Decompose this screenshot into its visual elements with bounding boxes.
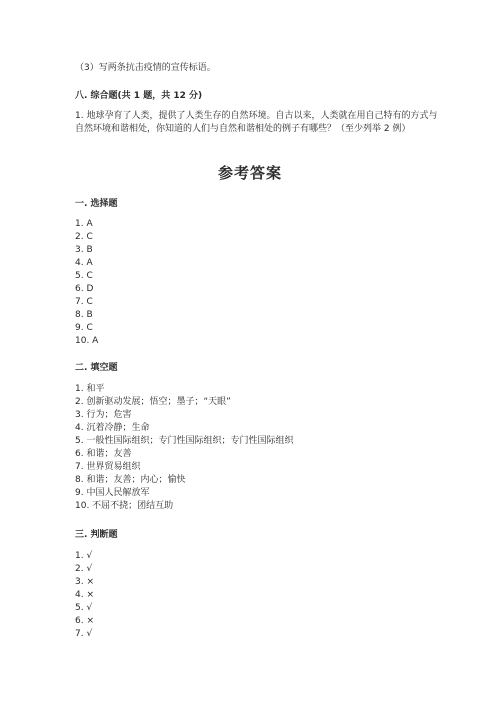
answer-item: 4. A xyxy=(75,258,93,268)
answer-item: 8. 和谐；友善；内心；愉快 xyxy=(75,475,186,485)
answer-item: 6. D xyxy=(75,284,94,294)
answer-item: 10. 不屈不挠；团结互助 xyxy=(75,501,174,511)
answer-item: 6. 和谐；友善 xyxy=(75,449,132,459)
answer-item: 10. A xyxy=(75,336,99,346)
answer-item: 7. 世界贸易组织 xyxy=(75,462,141,472)
answer-item: 1. 和平 xyxy=(75,384,105,394)
answer-item: 2. √ xyxy=(75,564,93,574)
choice-heading: 一. 选择题 xyxy=(75,199,118,209)
answer-item: 5. 一般性国际组织；专门性国际组织；专门性国际组织 xyxy=(75,436,294,446)
answer-item: 1. A xyxy=(75,219,93,229)
answer-item: 4. 沉着冷静；生命 xyxy=(75,423,150,433)
answer-item: 3. 行为；危害 xyxy=(75,410,132,420)
answer-item: 2. 创新驱动发展；悟空；墨子；“天眼” xyxy=(75,397,231,407)
choice-answer-list xyxy=(75,218,98,348)
fill-answer-list xyxy=(75,383,293,513)
answer-item: 7. √ xyxy=(75,629,93,639)
answer-item: 9. C xyxy=(75,323,93,333)
answer-item: 6. × xyxy=(75,616,94,626)
section-8-question: 1. 地球孕育了人类，提供了人类生存的自然环境。自古以来，人类就在用自己特有的方式与自然环境和谐相处，你知道的人们与自然和谐相处的例子有哪些？（至少列举 2 例） xyxy=(75,111,438,134)
answer-item: 3. B xyxy=(75,245,93,255)
fill-heading: 二. 填空题 xyxy=(75,363,118,373)
answer-item: 2. C xyxy=(75,232,93,242)
judge-heading: 三. 判断题 xyxy=(75,530,118,540)
answer-title: 参考答案 xyxy=(217,164,282,182)
judge-answer-list xyxy=(75,550,94,641)
answer-item: 3. × xyxy=(75,577,94,587)
section-8-heading: 八. 综合题(共 1 题，共 12 分) xyxy=(75,91,203,101)
answer-item: 1. √ xyxy=(75,551,93,561)
answer-item: 5. C xyxy=(75,271,93,281)
question-3-prompt: （3）写两条抗击疫情的宣传标语。 xyxy=(75,63,216,73)
answer-item: 5. √ xyxy=(75,603,93,613)
answer-item: 9. 中国人民解放军 xyxy=(75,488,150,498)
answer-item: 4. × xyxy=(75,590,94,600)
answer-item: 8. B xyxy=(75,310,93,320)
answer-item: 7. C xyxy=(75,297,93,307)
